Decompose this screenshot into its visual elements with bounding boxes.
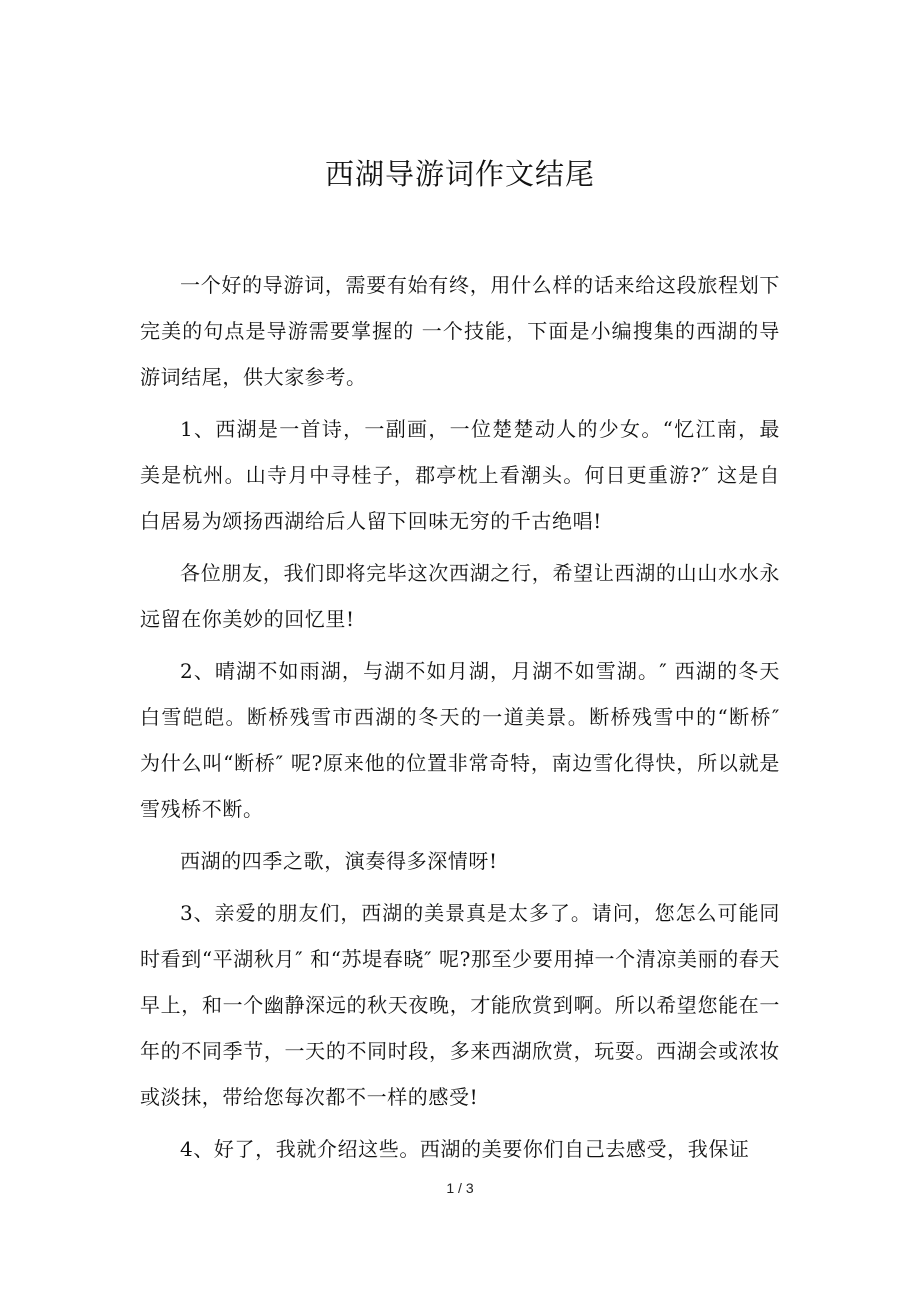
paragraph-2: 2、晴湖不如雨湖，与湖不如月湖，月湖不如雪湖。″ 西湖的冬天白雪皑皑。断桥残雪市西湖的冬天的一道美景。断桥残雪中的“断桥″ 为什么叫“断桥″ 呢?原来他的位置非常奇特，南边雪化得快，所以就是雪残桥不断。 [140, 659, 780, 821]
paragraph-seasons: 西湖的四季之歌，演奏得多深情呀! [180, 849, 498, 873]
document-body [140, 262, 780, 1178]
paragraph-4: 4、好了，我就介绍这些。西湖的美要你们自己去感受，我保证 [180, 1137, 750, 1161]
document-title: 西湖导游词作文结尾 [324, 157, 595, 191]
paragraph-1: 1、西湖是一首诗，一副画，一位楚楚动人的少女。“忆江南，最美是杭州。山寺月中寻桂子，郡亭枕上看潮头。何日更重游?″ 这是自白居易为颂扬西湖给后人留下回味无穷的千古绝唱! [140, 417, 780, 533]
paragraph-farewell: 各位朋友，我们即将完毕这次西湖之行，希望让西湖的山山水水永远留在你美妙的回忆里! [140, 561, 780, 631]
paragraph-3: 3、亲爱的朋友们，西湖的美景真是太多了。请问，您怎么可能同时看到“平湖秋月″ 和“苏堤春晓″ 呢?那至少要用掉一个清凉美丽的春天早上，和一个幽静深远的秋天夜晚，才能欣赏到啊。所以希望您能在一年的不同季节，一天的不同时段，多来西湖欣赏，玩耍。西湖会或浓妆或淡抹，带给您每次都不一样的感受! [140, 901, 780, 1109]
paragraph-intro: 一个好的导游词，需要有始有终，用什么样的话来给这段旅程划下完美的句点是导游需要掌握的 一个技能，下面是小编搜集的西湖的导游词结尾，供大家参考。 [140, 273, 780, 389]
page-number: 1 / 3 [446, 1180, 474, 1196]
